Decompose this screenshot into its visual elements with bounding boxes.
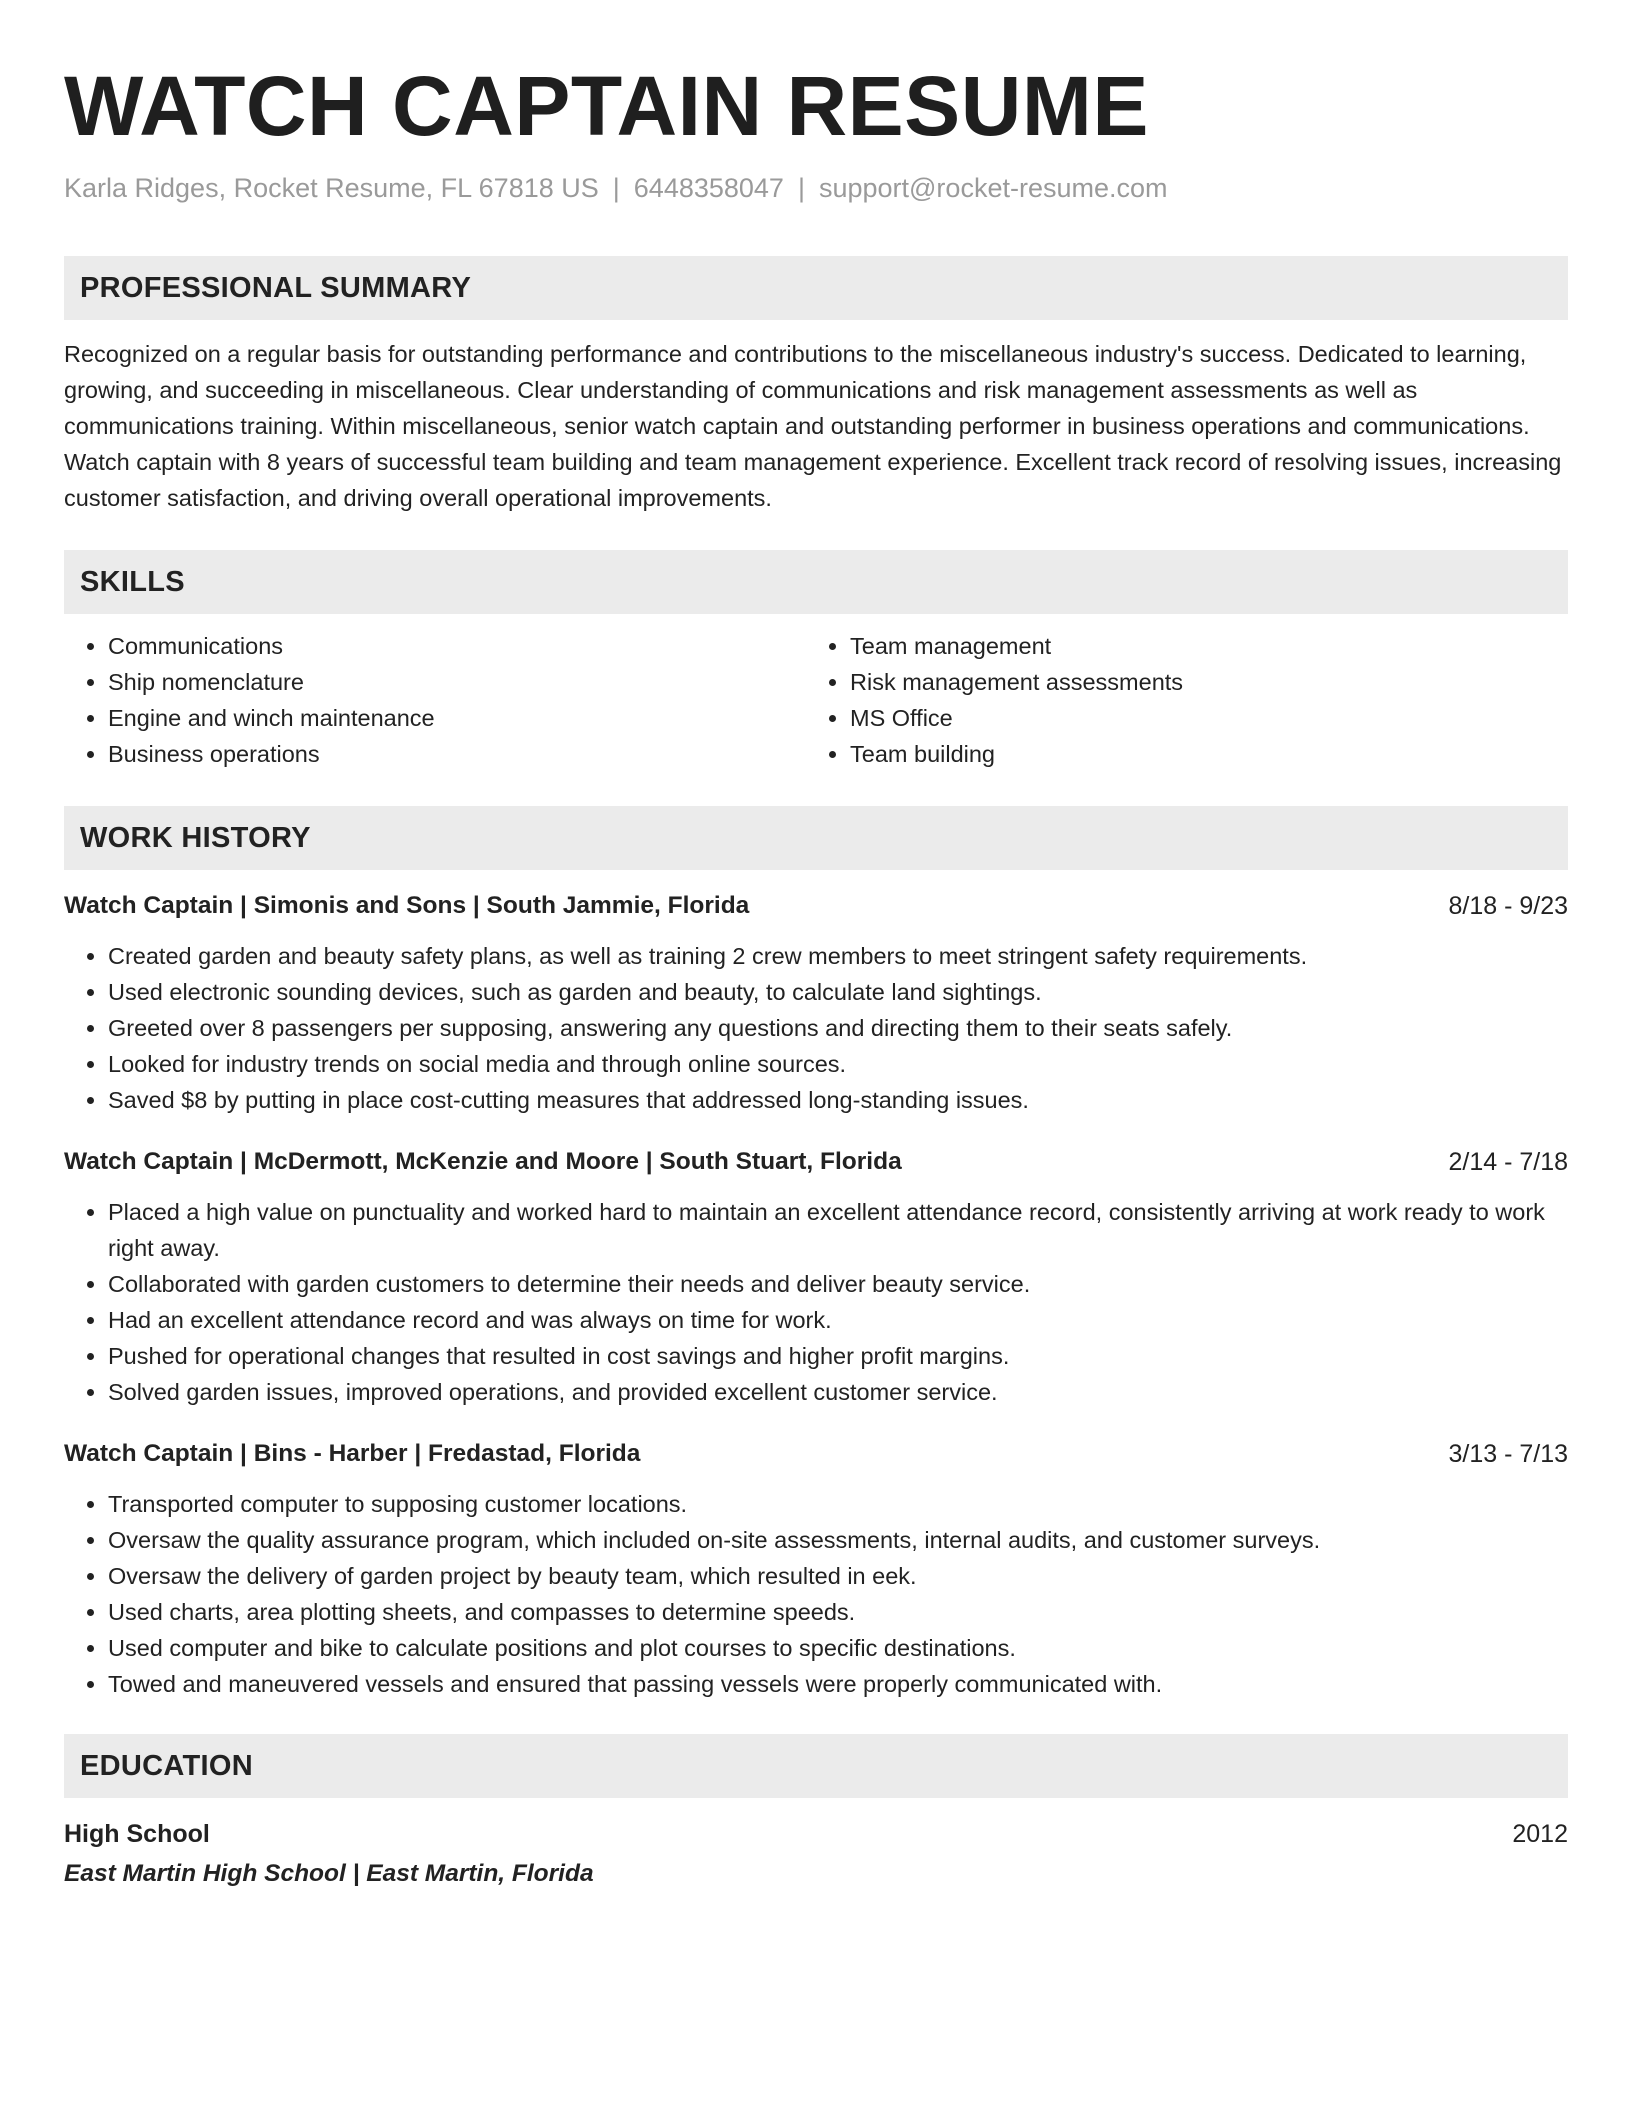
skills-column-left: [64, 628, 806, 772]
contact-phone: 6448358047: [633, 173, 784, 203]
job-bullet: • Used electronic sounding devices, such as garden and beauty, to calculate land sightings.: [108, 974, 1568, 1010]
job-bullet: • Had an excellent attendance record and was always on time for work.: [108, 1302, 1568, 1338]
contact-separator: |: [797, 173, 805, 203]
education-degree: High School: [64, 1820, 210, 1848]
summary-text: Recognized on a regular basis for outstanding performance and contributions to the miscellaneous industry's success. Dedicated to learning, growing, and succeeding in miscellaneous. Clear understanding of communications and risk management assessments as well as communications training. Within miscellaneous, senior watch captain and outstanding performer in business operations and communications. Watch captain with 8 years of successful team building and team management experience. Excellent track record of resolving issues, increasing customer satisfaction, and driving overall operational improvements.: [64, 341, 1562, 511]
education-school: East Martin High School | East Martin, Florida: [64, 1860, 594, 1887]
skill-item: • Team management: [850, 628, 1562, 664]
job-bullet: • Saved $8 by putting in place cost-cutting measures that addressed long-standing issues.: [108, 1082, 1568, 1118]
skill-item: • Team building: [850, 736, 1562, 772]
job-bullet: • Transported computer to supposing customer locations.: [108, 1486, 1568, 1522]
skill-item: • MS Office: [850, 700, 1562, 736]
job-bullets: [64, 938, 1568, 1118]
job-bullet: • Collaborated with garden customers to determine their needs and deliver beauty service.: [108, 1266, 1568, 1302]
job-dates: 8/18 - 9/23: [1448, 892, 1568, 920]
job-bullets: [64, 1486, 1568, 1702]
job-bullet: • Used computer and bike to calculate positions and plot courses to specific destinations.: [108, 1630, 1568, 1666]
job-bullet: • Used charts, area plotting sheets, and compasses to determine speeds.: [108, 1594, 1568, 1630]
education-year: 2012: [1512, 1820, 1568, 1848]
skill-item: • Risk management assessments: [850, 664, 1562, 700]
section-heading-work-history: WORK HISTORY: [64, 806, 1568, 870]
skill-item: • Ship nomenclature: [108, 664, 806, 700]
job-dates: 2/14 - 7/18: [1448, 1148, 1568, 1176]
skills-list: [64, 628, 1568, 772]
contact-line: [64, 170, 1568, 206]
job-title: Watch Captain | Simonis and Sons | South Jammie, Florida: [64, 892, 750, 919]
section-heading-skills: SKILLS: [64, 550, 1568, 614]
job-bullet: • Towed and maneuvered vessels and ensured that passing vessels were properly communicated with.: [108, 1666, 1568, 1702]
skills-column-right: [806, 628, 1562, 772]
job-title: Watch Captain | McDermott, McKenzie and Moore | South Stuart, Florida: [64, 1148, 902, 1175]
contact-email: support@rocket-resume.com: [818, 173, 1168, 203]
section-heading-summary: PROFESSIONAL SUMMARY: [64, 256, 1568, 320]
job-entry: [64, 888, 1568, 1118]
job-title: Watch Captain | Bins - Harber | Fredastad, Florida: [64, 1440, 641, 1467]
job-entry: [64, 1436, 1568, 1702]
skill-item: • Engine and winch maintenance: [108, 700, 806, 736]
job-bullet: • Greeted over 8 passengers per supposing, answering any questions and directing them to their seats safely.: [108, 1010, 1568, 1046]
job-bullet: • Oversaw the quality assurance program, which included on-site assessments, internal audits, and customer surveys.: [108, 1522, 1568, 1558]
job-entry: [64, 1144, 1568, 1410]
section-heading-education: EDUCATION: [64, 1734, 1568, 1798]
skill-item: • Business operations: [108, 736, 806, 772]
contact-address: Karla Ridges, Rocket Resume, FL 67818 US: [64, 173, 599, 203]
job-dates: 3/13 - 7/13: [1448, 1440, 1568, 1468]
job-bullet: • Solved garden issues, improved operations, and provided excellent customer service.: [108, 1374, 1568, 1410]
resume-title: WATCH CAPTAIN RESUME: [64, 59, 1149, 153]
job-bullet: • Oversaw the delivery of garden project by beauty team, which resulted in eek.: [108, 1558, 1568, 1594]
skill-item: • Communications: [108, 628, 806, 664]
job-bullet: • Placed a high value on punctuality and worked hard to maintain an excellent attendance record, consistently arriving at work ready to work right away.: [108, 1194, 1568, 1266]
education-entry: [64, 1816, 1568, 1852]
job-bullet: • Created garden and beauty safety plans, as well as training 2 crew members to meet stringent safety requirements.: [108, 938, 1568, 974]
job-bullet: • Looked for industry trends on social media and through online sources.: [108, 1046, 1568, 1082]
contact-separator: |: [612, 173, 620, 203]
job-bullet: • Pushed for operational changes that resulted in cost savings and higher profit margins.: [108, 1338, 1568, 1374]
job-bullets: [64, 1194, 1568, 1410]
